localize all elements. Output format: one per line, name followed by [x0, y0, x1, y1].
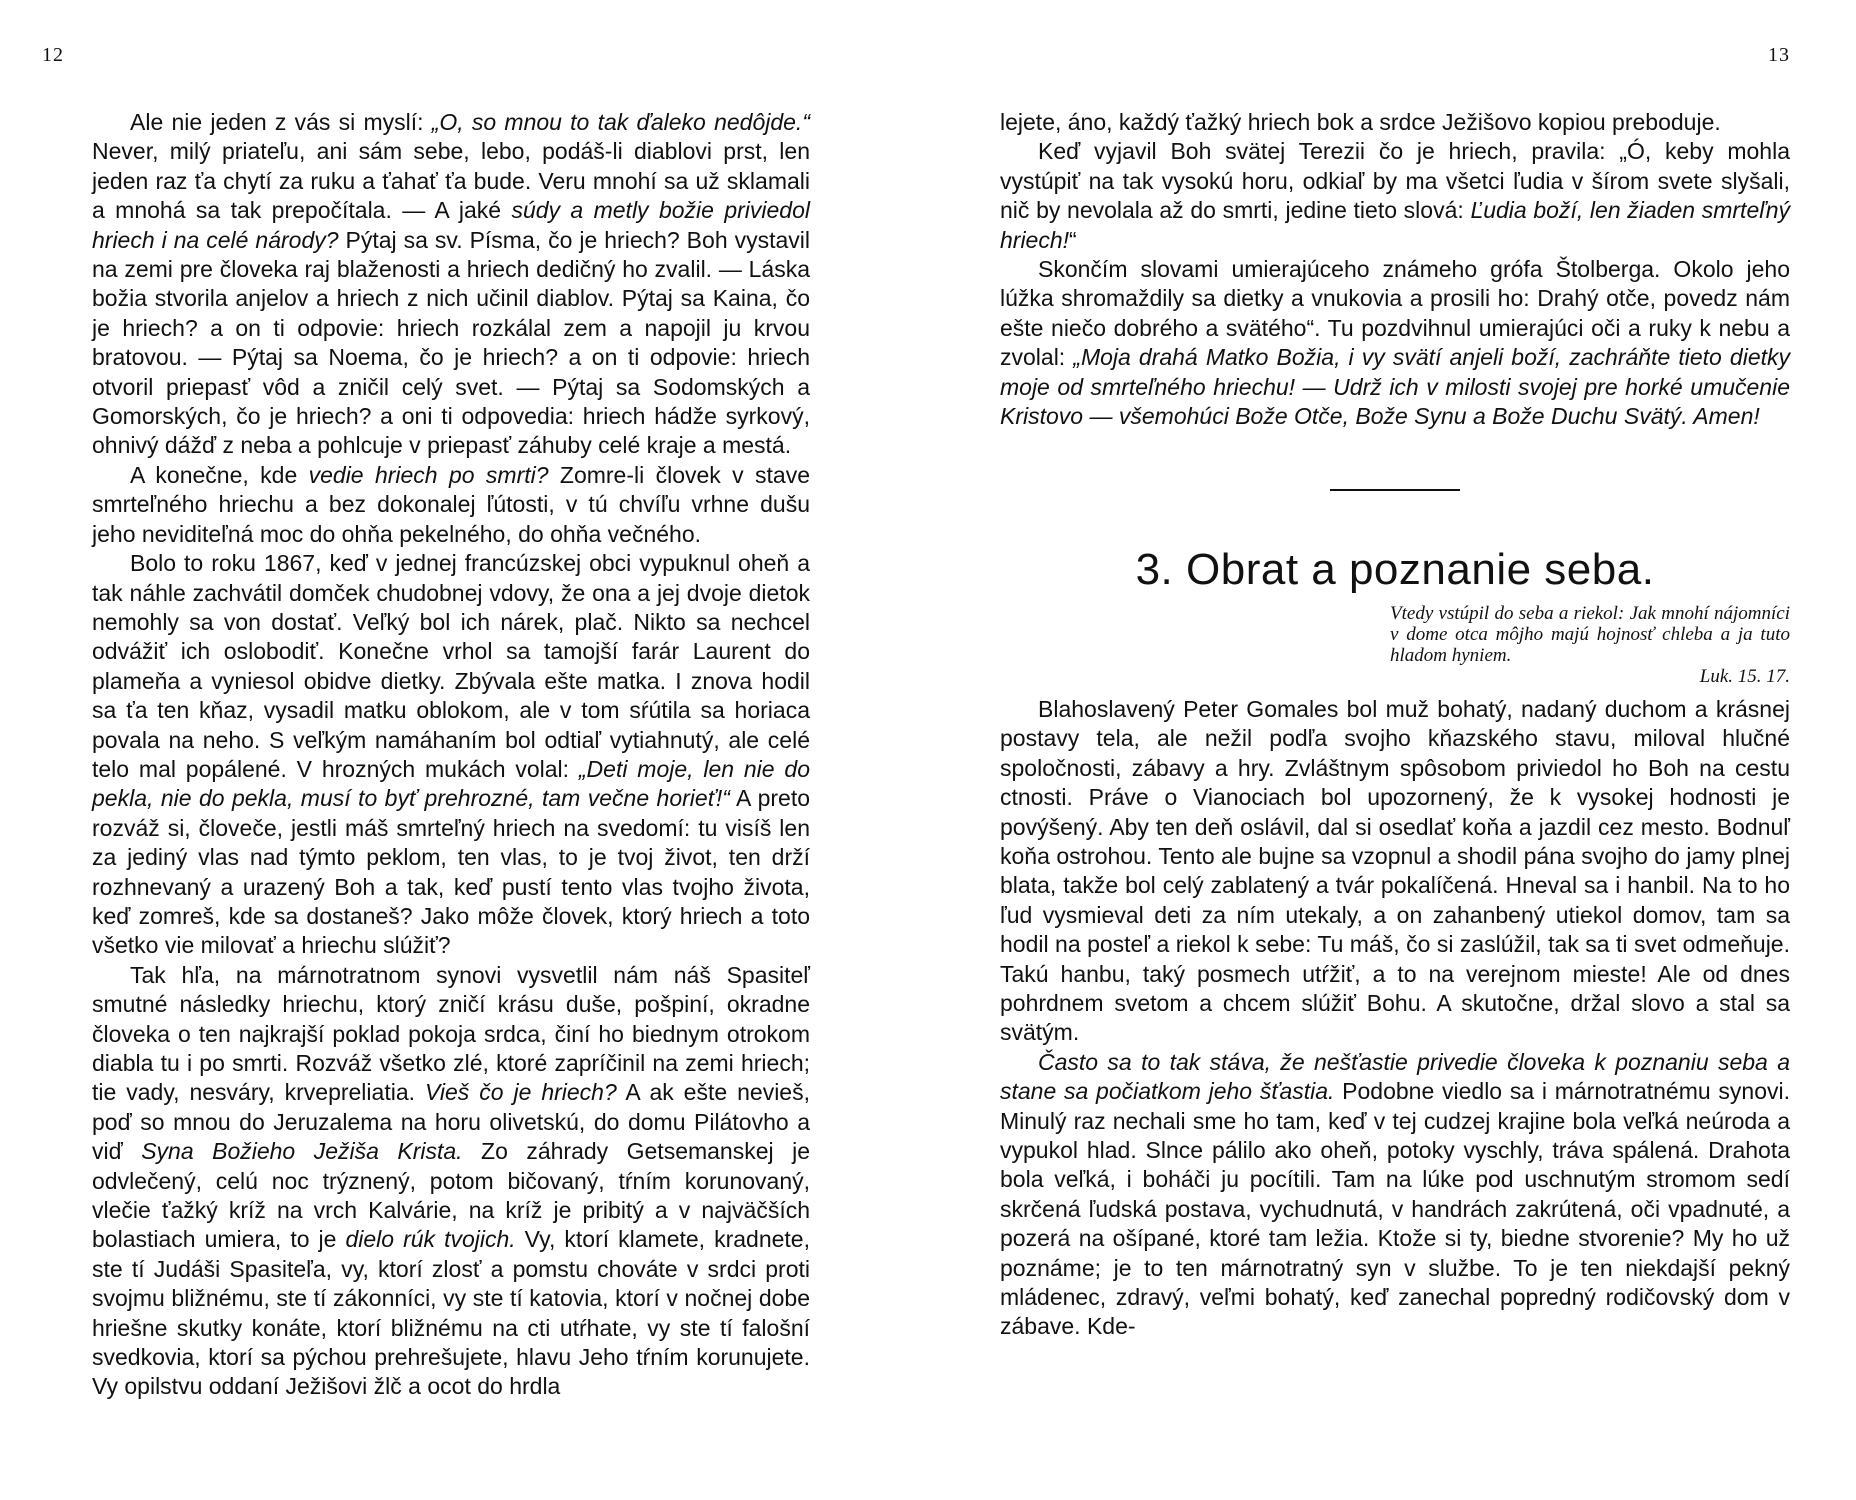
page-number-left: 12 — [42, 44, 64, 66]
left-page-text — [92, 108, 810, 1402]
chapter-title: 3. Obrat a poznanie seba. — [1135, 545, 1655, 595]
epigraph — [1390, 603, 1790, 687]
paragraph — [1000, 137, 1790, 255]
text-run: “ — [1069, 226, 1077, 253]
italic-run: Často sa to tak stáva, že nešťastie privedie človeka k poznaniu seba a stane sa počiatkom jeho šťastia. — [1000, 1048, 1790, 1105]
italic-run: „Deti moje, len nie do pekla, nie do pekla, musí to byť prehrozné, tam večne horieť!“ — [92, 755, 810, 812]
text-run: A ak ešte nevieš, poď so mnou do Jeruzalema na horu olivetskú, do domu Pilátovho a viď — [92, 1079, 810, 1165]
text-run: Zomre-li človek v stave smrteľného hriechu a bez dokonalej ľútosti, v tú chvíľu vrhne dušu jeho neviditeľná moc do ohňa pekelného, do ohňa večného. — [92, 461, 810, 547]
paragraph — [1000, 108, 1790, 137]
text-run: Skončím slovami umierajúceho známeho grófa Štolberga. Okolo jeho lúžka shromaždily sa dietky a vnukovia a prosili ho: Drahý otče, povedz nám ešte niečo dobrého a svätého“. Tu pozdvihnul umierajúci oči a ruky k nebu a zvolal: — [1000, 256, 1790, 371]
text-run: Podobne viedlo sa i márnotratnému synovi. Minulý raz nechali sme ho tam, keď v tej cudzej krajine bola veľká neúroda a vypukol hlad. Slnce pálilo ako oheň, potoky vyschly, tráva spálená. Drahota bola veľká, i boháči ju pocítili. Tam na lúke pod uschnutým stromom sedí skrčená ľudská postava, vychudnutá, v handrách zakrútená, oči vpadnuté, a pozerá na ošípané, ktoré tam ležia. Ktože si ty, biedne stvorenie? My ho už poznáme; je to ten márnotratný syn v službe. To je ten niekdajší pekný mládenec, zdravý, veľmi bohatý, keď zanechal popredný rodičovský dom v zábave. Kde- — [1000, 1078, 1790, 1340]
paragraph — [92, 108, 810, 461]
italic-run: dielo rúk tvojich. — [345, 1226, 516, 1253]
italic-run: súdy a metly božie priviedol hriech i na celé národy? — [92, 197, 810, 253]
left-page — [40, 0, 810, 1500]
paragraph — [1000, 1048, 1790, 1342]
italic-run: vedie hriech po smrti? — [308, 461, 549, 488]
text-run: Keď vyjavil Boh svätej Terezii čo je hriech, pravila: „Ó, keby mohla vystúpiť na tak vysokú horu, odkiaľ by ma všetci ľudia v šírom svete slyšali, nič by nevolala až do smrti, jedine tieto slová: — [1000, 138, 1790, 224]
text-run: Never, milý priateľu, ani sám sebe, lebo, podáš-li diablovi prst, len jeden raz ťa chytí za ruku a ťahať ťa bude. Veru mnohí sa už sklamali a mnohá sa tak prepočítala. — A jaké — [92, 138, 810, 224]
page-number-right: 13 — [1768, 44, 1790, 66]
text-run: Blahoslavený Peter Gomales bol muž bohatý, nadaný duchom a krásnej postavy tela, ale nežil podľa svojho kňazského stavu, miloval hlučné spoločnosti, zábavy a hry. Zvláštnym spôsobom priviedol ho Boh na cestu ctnosti. Práve o Vianociach bol upozornený, že k vysokej hodnosti je povýšený. Aby ten deň oslávil, dal si osedlať koňa a jazdil cez mesto. Bodnuľ koňa ostrohou. Tento ale bujne sa vzopnul a shodil pána svojho do jamy plnej blata, takže bol celý zablatený a tvár pokalíčená. Hneval sa i hanbil. Na to ho ľud vysmieval deti za ním utekaly, a on zahanbený utiekol domov, tam sa hodil na posteľ a riekol k sebe: Tu máš, čo si zaslúžil, tak sa ti svet odmeňuje. Takú hanbu, taký posmech utŕžiť, a to na verejnom mieste! Ale od dnes pohrdnem svetom a chcem slúžiť Bohu. A skutočne, držal slovo a stal sa svätým. — [1000, 695, 1790, 1046]
text-run: A preto rozváž si, človeče, jestli máš smrteľný hriech na svedomí: tu visíš len za jediný vlas nad týmto peklom, ten vlas, to je tvoj život, ten drží rozhnevaný a urazený Boh a tak, keď pustí tento vlas tvojho života, keď zomreš, kde sa dostaneš? Jako môže človek, ktorý hriech a toto všetko vie milovať a hriechu slúžiť? — [92, 785, 810, 959]
text-run: lejete, áno, každý ťažký hriech bok a srdce Ježišovo kopiou preboduje. — [1000, 109, 1721, 135]
text-run: A konečne, kde — [130, 461, 309, 488]
paragraph — [1000, 255, 1790, 431]
italic-run: Vieš čo je hriech? — [424, 1079, 617, 1106]
text-run: Zo záhrady Getsemanskej je odvlečený, celú noc trýznený, potom bičovaný, tŕním korunovaný, vlečie ťažký kríž na vrch Kalvárie, na kríž je pribitý a v najväčších bolastiach umiera, to je — [92, 1138, 810, 1253]
text-run: Vy, ktorí klamete, kradnete, ste tí Judáši Spasiteľa, vy, ktorí zlosť a pomstu chováte v srdci proti svojmu bližnému, ste tí zákonníci, vy ste tí katovia, ktorí v nočnej dobe hriešne skutky konáte, ktorí bližnému na cti utŕhate, vy ste tí falošní svedkovia, ktorí sa pýchou prehrešujete, hlavu Jeho tŕním korunujete. Vy opilstvu oddaní Ježišovi žlč a ocot do hrdla — [92, 1226, 810, 1400]
italic-run: Ľudia boží, len žiaden smrteľný hriech! — [1000, 197, 1790, 253]
paragraph — [92, 549, 810, 961]
right-page — [1000, 0, 1790, 1500]
epigraph-reference: Luk. 15. 17. — [1699, 665, 1790, 687]
paragraph — [92, 961, 810, 1402]
paragraph — [92, 461, 810, 549]
epigraph-text: Vtedy vstúpil do seba a riekol: Jak mnohí nájomníci v dome otca môjho majú hojnosť chleba a ja tuto hladom hyniem. — [1390, 602, 1790, 666]
italic-run: „O, so mnou to tak ďaleko nedôjde.“ — [431, 109, 810, 135]
section-divider — [1330, 489, 1460, 491]
text-run: Pýtaj sa sv. Písma, čo je hriech? Boh vystavil na zemi pre človeka raj blaženosti a hriech dedičný ho zvalil. — Láska božia stvorila anjelov a hriech z nich učinil diablov. Pýtaj sa Kaina, čo je hriech? a on ti odpovie: hriech rozkálal zem a napojil ju krvou bratovou. — Pýtaj sa Noema, čo je hriech? a on ti odpovie: hriech otvoril priepasť vôd a zničil celý svet. — Pýtaj sa Sodomských a Gomorských, čo je hriech? a oni ti odpovedia: hriech hádže syrkový, ohnivý dážď z neba a pohlcuje v priepasť záhuby celé kraje a mestá. — [92, 226, 810, 459]
italic-run: „Moja drahá Matko Božia, i vy svätí anjeli boží, zachráňte tieto dietky moje od smrteľného hriechu! — Udrž ich v milosti svojej pre horké umučenie Kristovo — všemohúci Bože Otče, Bože Synu a Bože Duchu Svätý. Amen! — [1000, 344, 1790, 430]
text-run: Ale nie jeden z vás si myslí: — [130, 109, 432, 135]
italic-run: Syna Božieho Ježiša Krista. — [141, 1138, 463, 1165]
right-page-text — [1000, 108, 1790, 1342]
paragraph — [1000, 695, 1790, 1048]
text-run: Bolo to roku 1867, keď v jednej francúzskej obci vypuknul oheň a tak náhle zachvátil domček chudobnej vdovy, že ona a jej dvoje dietok nemohly sa von dostať. Veľký bol ich nárek, plač. Nikto sa nechcel odvážiť ich oslobodiť. Konečne vrhol sa tamojší farár Laurent do plameňa a vyniesol obidve dietky. Zbývala ešte matka. I znova hodil sa ťa ten kňaz, vysadil matku oblokom, ale v tom sŕútila sa horiaca povala na neho. S veľkým namáhaním bol odtiaľ vytiahnutý, ale celé telo mal popálené. V hrozných mukách volal: — [92, 550, 810, 782]
text-run: Tak hľa, na márnotratnom synovi vysvetlil nám náš Spasiteľ smutné následky hriechu, ktorý zničí krásu duše, pošpiní, okradne človeka o ten najkrajší poklad pokoja srdca, činí ho biednym otrokom diabla tu i po smrti. Rozváž všetko zlé, ktoré zapríčinil na zemi hriech; tie vady, nesváry, krvepreliatia. — [92, 961, 810, 1106]
